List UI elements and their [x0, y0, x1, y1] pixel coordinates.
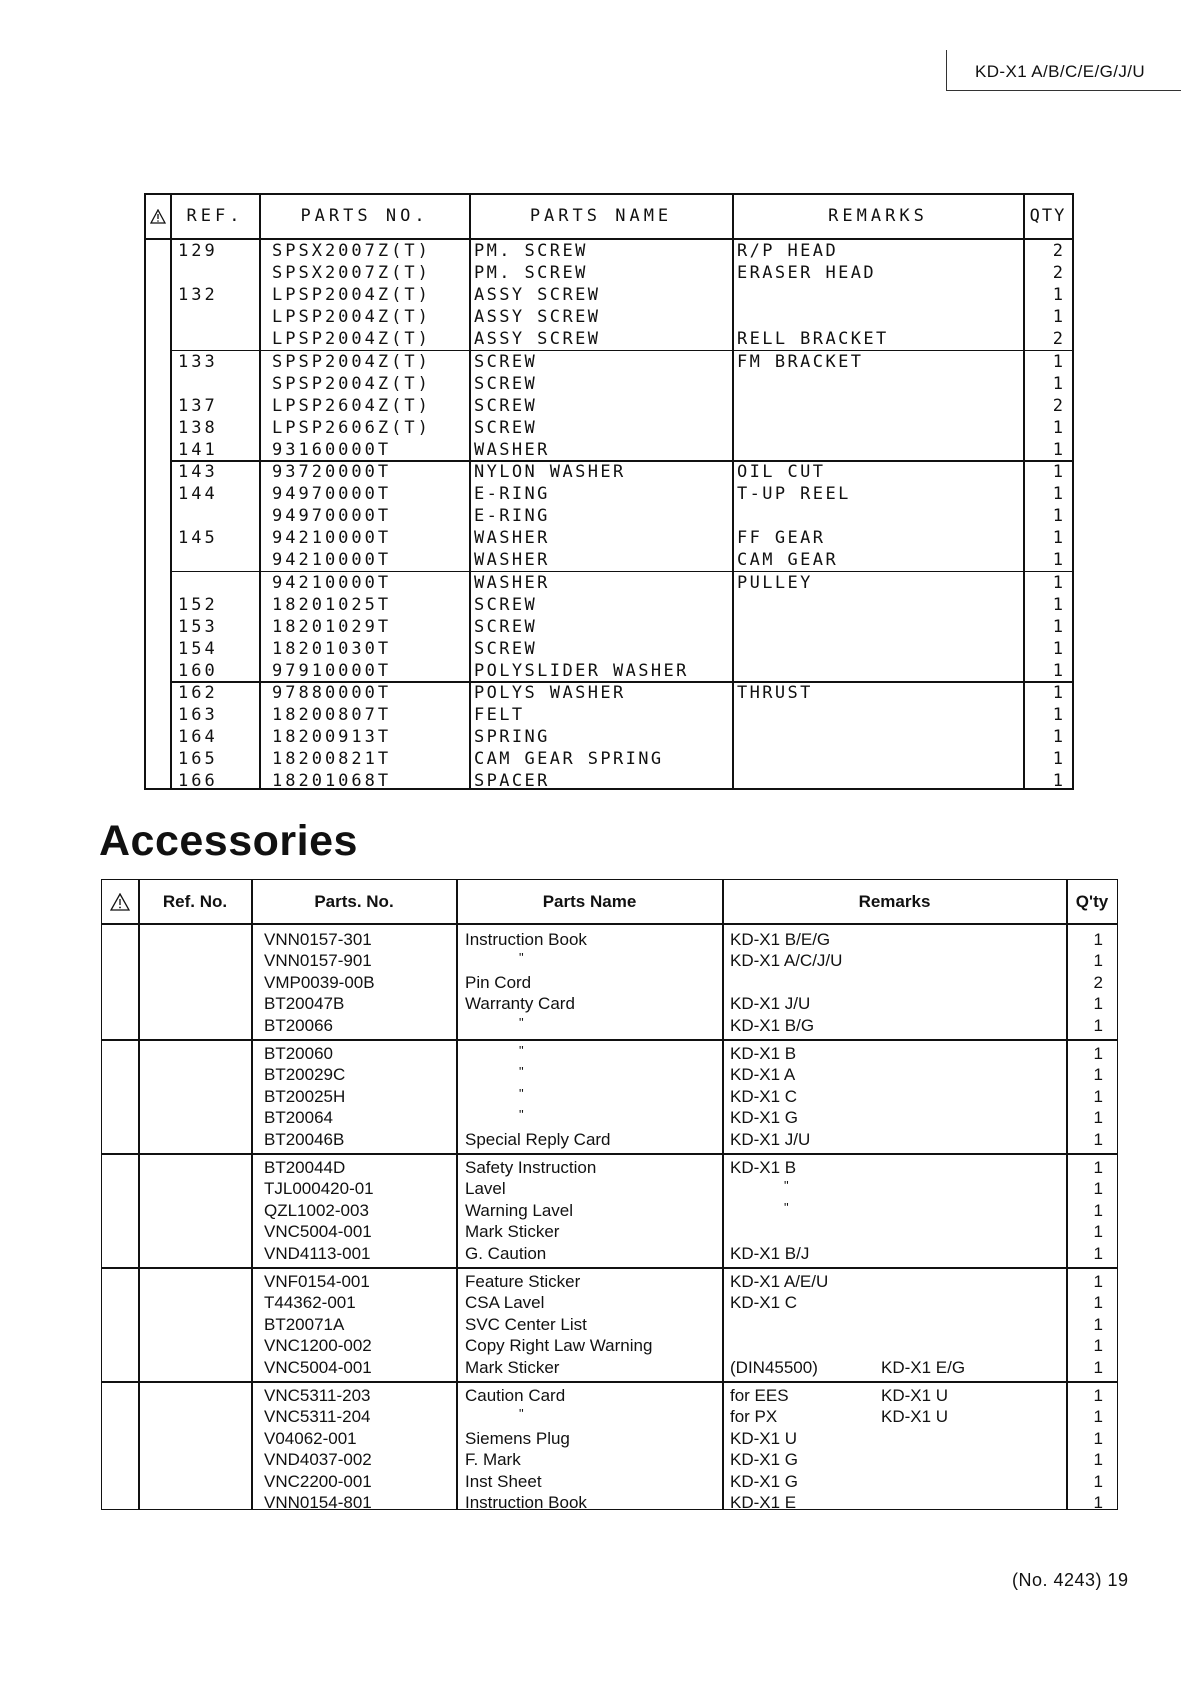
qty-cell: 1: [1052, 439, 1066, 460]
parts-no-cell: 93720000T: [272, 462, 392, 482]
parts-list-table: [144, 193, 1074, 790]
acc-parts-name-cell: ": [519, 1107, 524, 1123]
parts-name-cell: SCREW: [474, 594, 538, 615]
parts-name-cell: SCREW: [474, 417, 538, 438]
parts-no-cell: 93160000T: [272, 439, 392, 460]
warning-triangle-icon: [110, 893, 130, 911]
acc-remarks-cell: KD-X1 B/E/G: [730, 930, 831, 949]
parts-name-cell: E-RING: [474, 506, 550, 527]
ref-cell: 141: [178, 439, 218, 460]
acc-remarks-model-cell: [881, 1314, 1064, 1335]
parts-no-cell: LPSP2004Z(T): [272, 307, 431, 328]
remarks-cell: FF GEAR: [737, 528, 826, 549]
ref-cell: 164: [178, 727, 218, 748]
parts-name-cell: PM. SCREW: [474, 263, 588, 284]
acc-remarks-model-cell: [881, 1200, 1064, 1221]
remarks-cell: [737, 770, 1020, 792]
acc-remarks-cell: KD-X1 B: [730, 1044, 797, 1063]
qty-cell: 1: [1052, 351, 1066, 372]
acc-parts-name-cell: Special Reply Card: [465, 1129, 611, 1149]
acc-parts-no-cell: VNC5004-001: [264, 1222, 372, 1242]
acc-parts-name-cell: Caution Card: [465, 1386, 566, 1405]
qty-cell: 2: [1052, 263, 1066, 284]
acc-parts-name-cell: Instruction Book: [465, 1493, 587, 1512]
parts-no-cell: 18201068T: [272, 771, 392, 792]
acc-qty-cell: 1: [1093, 1179, 1103, 1199]
model-header: [946, 50, 1181, 91]
parts-no-cell: 18201030T: [272, 638, 392, 659]
acc-parts-no-cell: TJL000420-01: [264, 1179, 374, 1199]
acc-remarks-model-cell: [881, 1492, 1064, 1513]
group-divider: [102, 1039, 1117, 1041]
remarks-cell: THRUST: [737, 683, 813, 703]
acc-parts-name-cell: G. Caution: [465, 1243, 547, 1263]
parts-no-cell: 18201029T: [272, 616, 392, 637]
acc-remarks-cell: KD-X1 C: [730, 1293, 798, 1313]
ref-cell: 145: [178, 528, 218, 549]
ref-cell: 137: [178, 395, 218, 416]
parts-name-cell: WASHER: [474, 439, 550, 460]
acc-remarks-cell: KD-X1 J/U: [730, 1129, 811, 1149]
acc-parts-no-cell: VNC1200-002: [264, 1336, 372, 1356]
acc-parts-no-cell: VNC2200-001: [264, 1471, 372, 1491]
acc-qty-cell: 1: [1093, 994, 1103, 1014]
acc-parts-no-cell: BT20029C: [264, 1065, 346, 1085]
remarks-cell: R/P HEAD: [737, 241, 839, 261]
acc-remarks-cell: ": [784, 1178, 789, 1194]
acc-remarks-model-cell: [881, 1243, 1064, 1264]
parts-no-cell: 94210000T: [272, 528, 392, 549]
parts-no-cell: 18200807T: [272, 705, 392, 726]
acc-col-header-parts-name: Parts Name: [542, 892, 637, 911]
acc-remarks-model-cell: [881, 1449, 1064, 1470]
acc-parts-name-cell: Safety Instruction: [465, 1158, 597, 1177]
ref-cell: [178, 306, 248, 328]
qty-cell: 1: [1052, 683, 1066, 703]
group-divider: [170, 571, 1072, 573]
acc-col-header-qty: Q'ty: [1075, 892, 1109, 911]
parts-no-cell: LPSP2604Z(T): [272, 395, 431, 416]
col-header-parts-no: PARTS NO.: [300, 206, 429, 226]
acc-parts-name-cell: ": [519, 1085, 524, 1101]
acc-remarks-model-cell: [881, 1271, 1064, 1292]
acc-parts-name-cell: Siemens Plug: [465, 1428, 570, 1448]
acc-remarks-model-cell: [881, 972, 1064, 993]
group-divider: [102, 1267, 1117, 1269]
acc-remarks-cell: KD-X1 J/U: [730, 994, 811, 1014]
acc-parts-no-cell: VNN0154-801: [264, 1493, 372, 1512]
page-number: (No. 4243) 19: [1012, 1570, 1129, 1590]
col-header-remarks: REMARKS: [828, 206, 928, 226]
acc-remarks-model-cell: [881, 1428, 1064, 1449]
acc-remarks-cell: KD-X1 A/C/J/U: [730, 951, 843, 971]
acc-parts-no-cell: BT20060: [264, 1044, 333, 1063]
parts-name-cell: E-RING: [474, 484, 550, 505]
acc-qty-cell: 1: [1093, 1158, 1103, 1177]
acc-remarks-model-cell: [881, 929, 1064, 950]
acc-parts-no-cell: VNN0157-901: [264, 951, 372, 971]
acc-qty-cell: 1: [1093, 930, 1103, 949]
acc-remarks-model-cell: [881, 1086, 1064, 1107]
parts-name-cell: SPRING: [474, 727, 550, 748]
acc-qty-cell: 1: [1093, 1314, 1103, 1334]
acc-qty-cell: 1: [1093, 1222, 1103, 1242]
acc-parts-name-cell: Instruction Book: [465, 930, 587, 949]
acc-parts-no-cell: VNC5004-001: [264, 1357, 372, 1377]
acc-remarks-cell: KD-X1 A/E/U: [730, 1272, 829, 1291]
parts-no-cell: LPSP2004Z(T): [272, 329, 431, 350]
acc-remarks-cell: KD-X1 B/J: [730, 1243, 810, 1263]
remarks-cell: [737, 638, 1020, 660]
parts-name-cell: NYLON WASHER: [474, 462, 626, 482]
acc-col-header-ref: Ref. No.: [162, 892, 228, 911]
acc-qty-cell: 1: [1093, 1493, 1103, 1512]
acc-parts-no-cell: VNC5311-203: [264, 1386, 371, 1405]
acc-parts-name-cell: Warranty Card: [465, 994, 575, 1014]
group-divider: [102, 1381, 1117, 1383]
acc-qty-cell: 1: [1093, 1357, 1103, 1377]
ref-cell: 153: [178, 616, 218, 637]
acc-remarks-model-cell: [881, 993, 1064, 1014]
acc-remarks-cell: ": [784, 1199, 789, 1215]
acc-remarks-model-cell: [881, 1335, 1064, 1356]
parts-name-cell: WASHER: [474, 550, 550, 571]
remarks-cell: PULLEY: [737, 572, 813, 593]
qty-cell: 1: [1052, 484, 1066, 505]
parts-no-cell: 97910000T: [272, 660, 392, 681]
acc-remarks-cell: [730, 1335, 880, 1356]
acc-parts-no-cell: BT20064: [264, 1108, 333, 1128]
acc-qty-cell: 2: [1093, 972, 1103, 992]
acc-qty-cell: 1: [1093, 1065, 1103, 1085]
acc-parts-name-cell: Inst Sheet: [465, 1471, 542, 1491]
ref-cell: [178, 549, 248, 571]
ref-cell: 162: [178, 683, 218, 703]
ref-cell: [178, 572, 248, 594]
acc-parts-no-cell: BT20046B: [264, 1129, 345, 1149]
ref-cell: 152: [178, 594, 218, 615]
parts-no-cell: 94210000T: [272, 572, 392, 593]
acc-qty-cell: 1: [1093, 1129, 1103, 1149]
acc-col-header-parts-no: Parts. No.: [314, 892, 394, 911]
acc-qty-cell: 1: [1093, 1044, 1103, 1063]
acc-parts-name-cell: Feature Sticker: [465, 1272, 581, 1291]
ref-cell: 160: [178, 660, 218, 681]
parts-no-cell: LPSP2606Z(T): [272, 417, 431, 438]
qty-cell: 1: [1052, 638, 1066, 659]
ref-cell: 165: [178, 749, 218, 770]
acc-parts-no-cell: VMP0039-00B: [264, 972, 375, 992]
parts-no-cell: 94970000T: [272, 484, 392, 505]
remarks-cell: ERASER HEAD: [737, 263, 876, 284]
acc-remarks-model-cell: [881, 1292, 1064, 1313]
remarks-cell: [737, 660, 1020, 682]
acc-remarks-cell: KD-X1 G: [730, 1108, 799, 1128]
parts-name-cell: SCREW: [474, 373, 538, 394]
accessories-title: Accessories: [99, 817, 358, 865]
qty-cell: 1: [1052, 417, 1066, 438]
acc-qty-cell: 1: [1093, 951, 1103, 971]
parts-name-cell: SCREW: [474, 395, 538, 416]
acc-qty-cell: 1: [1093, 1336, 1103, 1356]
qty-cell: 1: [1052, 572, 1066, 593]
acc-parts-name-cell: F. Mark: [465, 1450, 521, 1470]
acc-remarks-model-cell: [881, 1064, 1064, 1085]
ref-cell: [178, 328, 248, 350]
col-header-parts-name: PARTS NAME: [529, 206, 673, 226]
parts-no-cell: SPSX2007Z(T): [272, 263, 431, 284]
parts-no-cell: SPSP2004Z(T): [272, 373, 431, 394]
ref-cell: 132: [178, 285, 218, 306]
ref-cell: [178, 505, 248, 527]
acc-qty-cell: 1: [1093, 1450, 1103, 1470]
acc-remarks-cell: KD-X1 E: [730, 1493, 797, 1512]
acc-remarks-cell: (DIN45500): [730, 1357, 818, 1377]
remarks-cell: [737, 395, 1020, 417]
parts-name-cell: WASHER: [474, 572, 550, 593]
acc-parts-no-cell: VNN0157-301: [264, 930, 372, 949]
acc-parts-name-cell: SVC Center List: [465, 1314, 587, 1334]
remarks-cell: [737, 748, 1020, 770]
acc-parts-name-cell: ": [519, 1064, 524, 1080]
acc-parts-no-cell: QZL1002-003: [264, 1200, 369, 1220]
parts-no-cell: 18200821T: [272, 749, 392, 770]
acc-qty-cell: 1: [1093, 1407, 1103, 1427]
parts-name-cell: POLYSLIDER WASHER: [474, 660, 689, 681]
acc-remarks-model-cell: [881, 1129, 1064, 1150]
parts-name-cell: SCREW: [474, 351, 538, 372]
qty-cell: 1: [1052, 550, 1066, 571]
accessories-table: [101, 879, 1118, 1510]
acc-remarks-model-cell: [881, 1043, 1064, 1064]
remarks-cell: [737, 439, 1020, 461]
ref-cell: 129: [178, 241, 218, 261]
acc-qty-cell: 1: [1093, 1471, 1103, 1491]
acc-parts-no-cell: VNC5311-204: [264, 1407, 371, 1427]
acc-parts-name-cell: ": [519, 1406, 524, 1422]
acc-parts-no-cell: VNF0154-001: [264, 1272, 370, 1291]
acc-remarks-cell: [730, 1314, 880, 1335]
acc-qty-cell: 1: [1093, 1386, 1103, 1405]
parts-name-cell: ASSY SCREW: [474, 329, 601, 350]
qty-cell: 1: [1052, 373, 1066, 394]
remarks-cell: RELL BRACKET: [737, 329, 889, 350]
acc-remarks-model-cell: [881, 1107, 1064, 1128]
parts-name-cell: ASSY SCREW: [474, 307, 601, 328]
ref-cell: 138: [178, 417, 218, 438]
acc-qty-cell: 1: [1093, 1293, 1103, 1313]
qty-cell: 1: [1052, 749, 1066, 770]
qty-cell: 1: [1052, 727, 1066, 748]
parts-no-cell: SPSX2007Z(T): [272, 241, 431, 261]
qty-cell: 1: [1052, 660, 1066, 681]
parts-name-cell: FELT: [474, 705, 525, 726]
acc-remarks-cell: [730, 1221, 880, 1242]
parts-no-cell: 94210000T: [272, 550, 392, 571]
acc-remarks-cell: KD-X1 A: [730, 1065, 796, 1085]
acc-remarks-cell: KD-X1 B: [730, 1158, 797, 1177]
ref-cell: [178, 262, 248, 284]
ref-cell: 133: [178, 351, 218, 372]
remarks-cell: [737, 306, 1020, 328]
acc-remarks-cell: for EES: [730, 1386, 789, 1405]
ref-cell: 166: [178, 771, 218, 792]
qty-cell: 1: [1052, 616, 1066, 637]
model-label: KD-X1 A/B/C/E/G/J/U: [975, 62, 1146, 81]
qty-cell: 1: [1052, 594, 1066, 615]
acc-remarks-model-cell: KD-X1 E/G: [881, 1357, 966, 1377]
acc-qty-cell: 1: [1093, 1200, 1103, 1220]
acc-col-header-remarks: Remarks: [858, 892, 931, 911]
parts-no-cell: LPSP2004Z(T): [272, 285, 431, 306]
qty-cell: 1: [1052, 462, 1066, 482]
acc-parts-no-cell: T44362-001: [264, 1293, 356, 1313]
parts-name-cell: POLYS WASHER: [474, 683, 626, 703]
acc-parts-no-cell: BT20047B: [264, 994, 345, 1014]
qty-cell: 2: [1052, 395, 1066, 416]
warning-triangle-icon: [150, 209, 166, 224]
remarks-cell: [737, 373, 1020, 395]
acc-remarks-model-cell: [881, 1221, 1064, 1242]
remarks-cell: FM BRACKET: [737, 351, 864, 372]
acc-remarks-cell: for PX: [730, 1407, 778, 1427]
remarks-cell: [737, 594, 1020, 616]
qty-cell: 2: [1052, 241, 1066, 261]
acc-remarks-cell: KD-X1 B/G: [730, 1015, 815, 1035]
remarks-cell: T-UP REEL: [737, 484, 851, 505]
acc-parts-no-cell: BT20066: [264, 1015, 333, 1035]
acc-qty-cell: 1: [1093, 1015, 1103, 1035]
acc-parts-name-cell: ": [519, 1014, 524, 1030]
parts-name-cell: ASSY SCREW: [474, 285, 601, 306]
parts-name-cell: PM. SCREW: [474, 241, 588, 261]
ref-cell: [178, 373, 248, 395]
remarks-cell: [737, 616, 1020, 638]
remarks-cell: [737, 505, 1020, 527]
qty-cell: 1: [1052, 528, 1066, 549]
remarks-cell: [737, 417, 1020, 439]
parts-name-cell: SPACER: [474, 771, 550, 792]
parts-name-cell: WASHER: [474, 528, 550, 549]
acc-qty-cell: 1: [1093, 1272, 1103, 1291]
col-header-ref: REF.: [186, 206, 244, 226]
acc-parts-no-cell: BT20025H: [264, 1086, 346, 1106]
ref-cell: 154: [178, 638, 218, 659]
acc-remarks-cell: KD-X1 C: [730, 1086, 798, 1106]
acc-qty-cell: 1: [1093, 1428, 1103, 1448]
group-divider: [102, 1153, 1117, 1155]
acc-parts-name-cell: Lavel: [465, 1179, 506, 1199]
ref-cell: 163: [178, 705, 218, 726]
acc-parts-name-cell: CSA Lavel: [465, 1293, 545, 1313]
qty-cell: 1: [1052, 705, 1066, 726]
acc-remarks-model-cell: KD-X1 U: [881, 1386, 949, 1405]
acc-parts-no-cell: VND4037-002: [264, 1450, 372, 1470]
group-divider: [170, 681, 1072, 683]
acc-remarks-cell: KD-X1 G: [730, 1471, 799, 1491]
parts-no-cell: 94970000T: [272, 506, 392, 527]
remarks-cell: OIL CUT: [737, 462, 826, 482]
acc-remarks-model-cell: [881, 950, 1064, 971]
remarks-cell: [737, 726, 1020, 748]
parts-name-cell: SCREW: [474, 616, 538, 637]
acc-parts-no-cell: VND4113-001: [264, 1243, 371, 1263]
acc-remarks-model-cell: [881, 1471, 1064, 1492]
acc-remarks-cell: KD-X1 G: [730, 1450, 799, 1470]
qty-cell: 1: [1052, 771, 1066, 792]
acc-parts-name-cell: ": [519, 1043, 524, 1058]
qty-cell: 1: [1052, 506, 1066, 527]
parts-name-cell: SCREW: [474, 638, 538, 659]
acc-parts-name-cell: ": [519, 950, 524, 966]
remarks-cell: CAM GEAR: [737, 550, 839, 571]
acc-parts-no-cell: BT20071A: [264, 1314, 345, 1334]
acc-remarks-model-cell: [881, 1015, 1064, 1036]
acc-remarks-model-cell: [881, 1178, 1064, 1199]
acc-qty-cell: 1: [1093, 1108, 1103, 1128]
remarks-cell: [737, 704, 1020, 726]
parts-no-cell: 18200913T: [272, 727, 392, 748]
parts-no-cell: 97880000T: [272, 683, 392, 703]
col-header-qty: QTY: [1029, 206, 1067, 226]
ref-cell: 144: [178, 484, 218, 505]
parts-name-cell: CAM GEAR SPRING: [474, 749, 664, 770]
ref-cell: 143: [178, 462, 218, 482]
acc-parts-name-cell: Warning Lavel: [465, 1200, 574, 1220]
acc-qty-cell: 1: [1093, 1243, 1103, 1263]
acc-parts-no-cell: BT20044D: [264, 1158, 346, 1177]
acc-parts-name-cell: Pin Cord: [465, 972, 532, 992]
parts-no-cell: SPSP2004Z(T): [272, 351, 431, 372]
acc-remarks-cell: [730, 972, 880, 993]
qty-cell: 1: [1052, 307, 1066, 328]
acc-remarks-model-cell: [881, 1157, 1064, 1178]
qty-cell: 1: [1052, 285, 1066, 306]
acc-parts-name-cell: Copy Right Law Warning: [465, 1336, 653, 1356]
remarks-cell: [737, 284, 1020, 306]
parts-no-cell: 18201025T: [272, 594, 392, 615]
acc-parts-name-cell: Mark Sticker: [465, 1222, 560, 1242]
acc-qty-cell: 1: [1093, 1086, 1103, 1106]
acc-parts-no-cell: V04062-001: [264, 1428, 357, 1448]
group-divider: [170, 460, 1072, 462]
group-divider: [170, 350, 1072, 352]
qty-cell: 2: [1052, 329, 1066, 350]
acc-remarks-cell: KD-X1 U: [730, 1428, 798, 1448]
acc-parts-name-cell: Mark Sticker: [465, 1357, 560, 1377]
acc-remarks-model-cell: KD-X1 U: [881, 1407, 949, 1427]
